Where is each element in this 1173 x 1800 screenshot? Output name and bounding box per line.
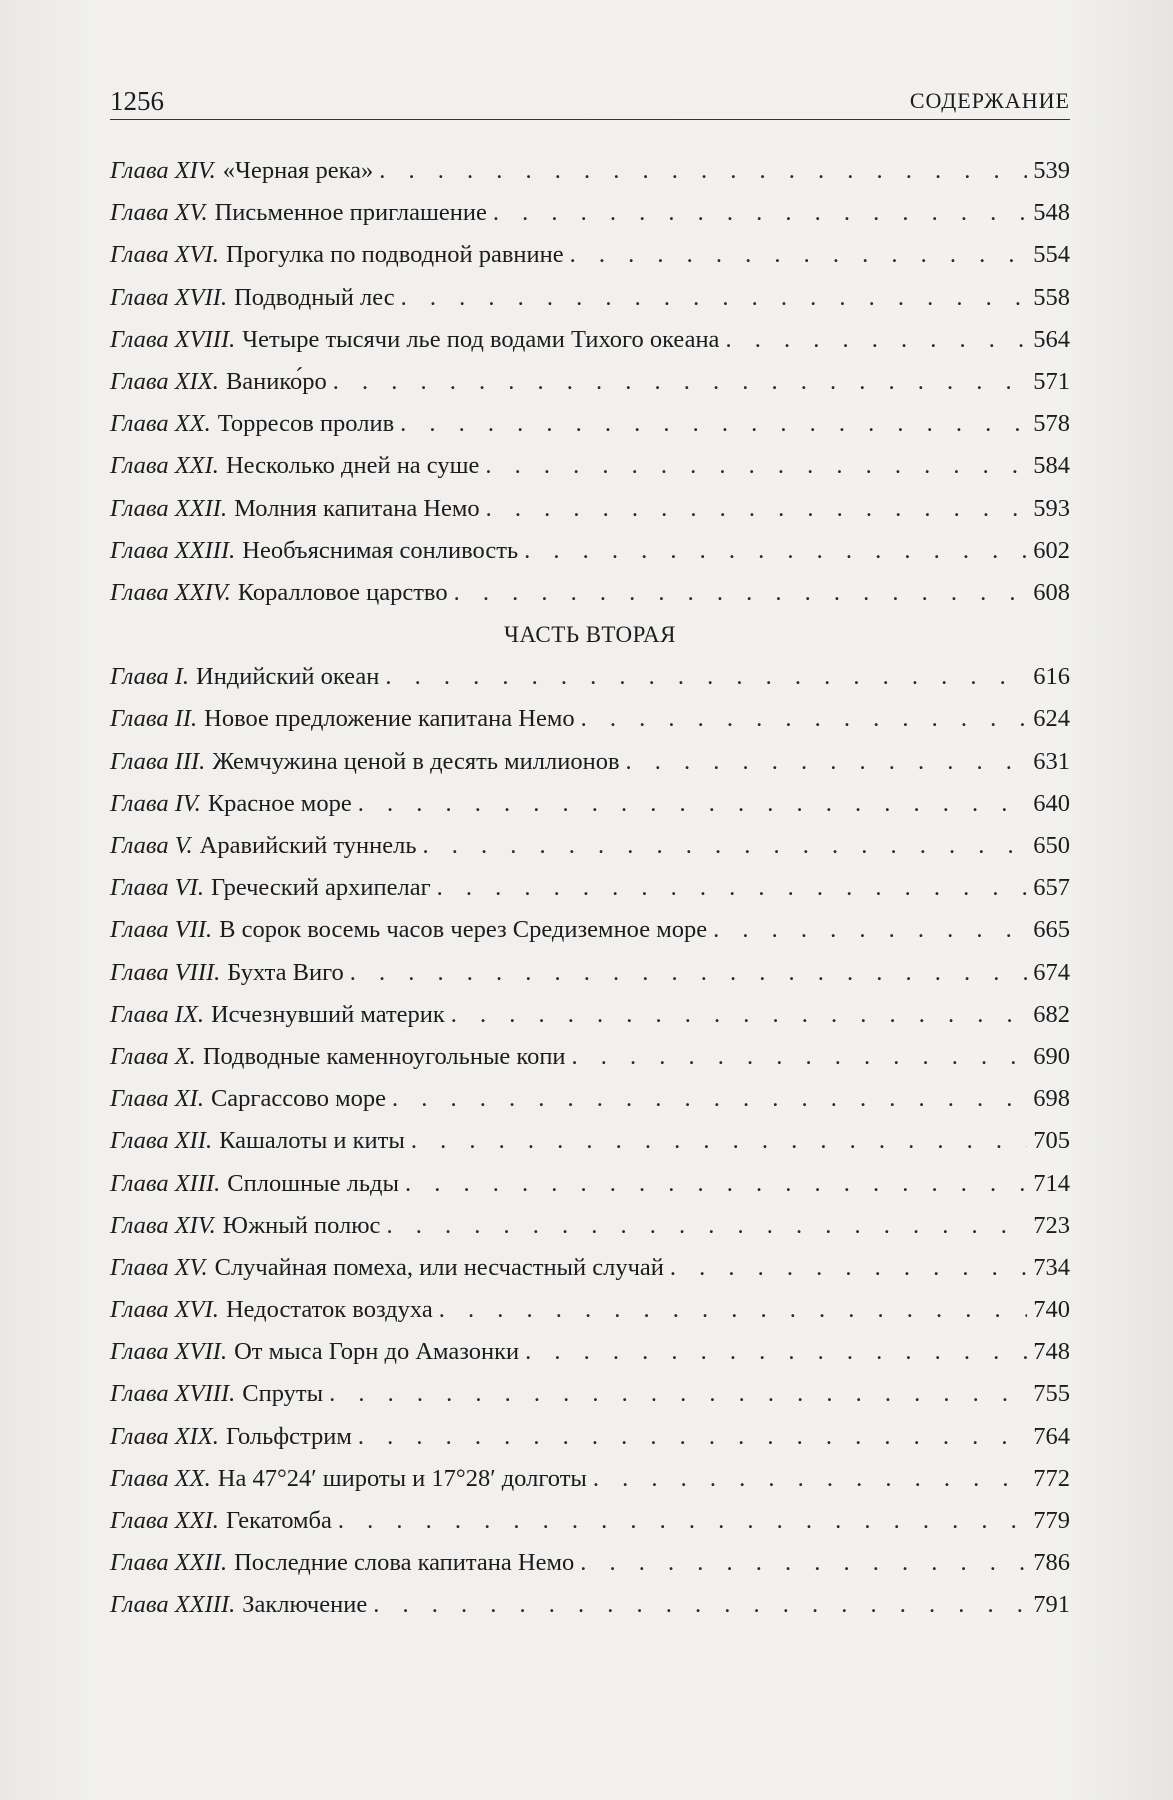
chapter-title: Индийский океан [196,663,380,691]
dot-leader [493,192,1027,234]
chapter-page-number: 558 [1033,283,1070,311]
dot-leader [379,150,1027,192]
toc-entry [110,445,1070,487]
chapter-label: Глава XXI. [110,1507,219,1534]
toc-entry [110,952,1070,994]
chapter-title: От мыса Горн до Амазонки [234,1338,520,1366]
chapter-page-number: 665 [1033,916,1070,944]
chapter-title: Заключение [242,1591,368,1619]
chapter-page-number: 602 [1033,536,1070,564]
chapter-page-number: 548 [1033,199,1070,227]
toc-entry [110,783,1070,825]
dot-leader [386,1205,1027,1247]
chapter-label: Глава VII. [110,916,213,944]
chapter-title: Подводные каменноугольные копи [202,1042,566,1070]
toc-entry [110,277,1070,319]
dot-leader [338,1500,1027,1542]
dot-leader [350,952,1027,994]
chapter-page-number: 674 [1033,958,1070,986]
chapter-label: Глава IV. [110,789,201,817]
toc-entry [110,403,1070,445]
toc-entry [110,319,1070,361]
dot-leader [385,656,1027,698]
chapter-page-number: 740 [1033,1296,1070,1324]
dot-leader [670,1247,1027,1289]
chapter-page-number: 571 [1033,367,1070,395]
toc-entry [110,1120,1070,1162]
chapter-title: Сплошные льды [227,1169,399,1197]
dot-leader [580,1542,1027,1584]
chapter-title: Аравийский туннель [199,832,417,859]
chapter-title: Случайная помеха, или несчастный случай [214,1253,664,1281]
dot-leader [524,530,1027,572]
toc-entry [110,1373,1070,1415]
chapter-page-number: 714 [1033,1169,1070,1197]
chapter-title: Гольфстрим [225,1422,352,1450]
chapter-title: На 47°24′ широты и 17°28′ долготы [217,1464,587,1492]
chapter-title: Несколько дней на суше [225,452,480,480]
dot-leader [411,1120,1027,1162]
toc-entry [110,1163,1070,1205]
dot-leader [485,445,1027,487]
chapter-title: Коралловое царство [237,578,448,606]
chapter-page-number: 584 [1033,452,1070,480]
chapter-title: В сорок восемь часов через Средиземное море [219,916,708,944]
part-two-heading: ЧАСТЬ ВТОРАЯ [504,622,676,648]
toc-entry [110,488,1070,530]
dot-leader [439,1289,1028,1331]
part-one-entries [110,150,1070,614]
dot-leader [451,994,1027,1036]
chapter-label: Глава XI. [110,1085,204,1113]
chapter-page-number: 690 [1033,1042,1070,1070]
chapter-page-number: 705 [1033,1127,1070,1155]
dot-leader [725,319,1027,361]
page-number: 1256 [110,86,164,116]
chapter-label: Глава XVI. [110,1296,219,1324]
chapter-label: Глава VI. [110,874,204,902]
page-header [110,76,1070,120]
chapter-page-number: 791 [1033,1591,1070,1619]
chapter-page-number: 772 [1033,1464,1070,1492]
toc-entry [110,698,1070,740]
chapter-title: Последние слова капитана Немо [234,1549,575,1577]
chapter-page-number: 723 [1033,1211,1070,1239]
chapter-page-number: 616 [1033,663,1070,691]
chapter-title: «Черная река» [222,157,374,184]
chapter-label: Глава I. [110,663,189,691]
dot-leader [358,783,1028,825]
chapter-label: Глава XX. [110,1464,211,1492]
toc-entry [110,867,1070,909]
chapter-title: Ванико́ро [225,367,327,395]
toc-entry [110,1289,1070,1331]
dot-leader [358,1416,1027,1458]
chapter-label: Глава XXII. [110,494,228,522]
chapter-title: Саргассово море [210,1085,387,1113]
chapter-title: Новое предложение капитана Немо [204,705,575,733]
chapter-label: Глава XXII. [110,1549,228,1577]
chapter-label: Глава IX. [110,1000,204,1028]
dot-leader [329,1373,1027,1415]
chapter-label: Глава XIII. [110,1169,221,1197]
chapter-title: Жемчужина ценой в десять миллионов [212,747,620,775]
dot-leader [401,277,1028,319]
chapter-label: Глава II. [110,705,198,733]
chapter-title: Торресов пролив [217,410,395,438]
chapter-page-number: 682 [1033,1000,1070,1028]
toc-entry [110,1584,1070,1626]
chapter-label: Глава V. [110,832,193,859]
chapter-label: Глава XVIII. [110,325,236,353]
toc-entry [110,572,1070,614]
toc-entry [110,192,1070,234]
chapter-page-number: 657 [1033,874,1070,902]
toc-entry [110,1542,1070,1584]
chapter-label: Глава XXIII. [110,1591,236,1619]
chapter-page-number: 698 [1033,1085,1070,1113]
chapter-label: Глава X. [110,1042,196,1070]
dot-leader [392,1078,1027,1120]
chapter-title: Молния капитана Немо [234,494,480,522]
chapter-label: Глава XIX. [110,367,219,395]
chapter-title: Подводный лес [234,283,395,311]
dot-leader [570,234,1028,276]
dot-leader [486,488,1028,530]
chapter-label: Глава XVI. [110,241,219,269]
toc-entry [110,1205,1070,1247]
dot-leader [437,867,1028,909]
chapter-label: Глава XXI. [110,452,219,480]
dot-leader [333,361,1027,403]
chapter-title: Гекатомба [225,1507,332,1534]
dot-leader [454,572,1028,614]
chapter-title: Кашалоты и киты [219,1127,405,1155]
chapter-title: Спруты [242,1380,324,1408]
chapter-label: Глава XXIII. [110,536,236,564]
chapter-title: Недостаток воздуха [225,1296,433,1324]
chapter-label: Глава VIII. [110,958,221,986]
toc-entry [110,150,1070,192]
dot-leader [423,825,1028,867]
dot-leader [525,1331,1027,1373]
chapter-title: Исчезнувший материк [210,1000,445,1028]
toc-entry [110,994,1070,1036]
chapter-title: Южный полюс [222,1211,381,1239]
toc-entry [110,1500,1070,1542]
chapter-page-number: 564 [1033,325,1070,353]
chapter-label: Глава XIX. [110,1422,219,1450]
chapter-page-number: 650 [1033,832,1070,859]
chapter-page-number: 608 [1033,578,1070,606]
chapter-title: Необъяснимая сонливость [242,536,519,564]
chapter-label: Глава XIV. [110,1211,216,1239]
chapter-page-number: 554 [1033,241,1070,269]
toc-entry [110,530,1070,572]
chapter-label: Глава XXIV. [110,578,231,606]
chapter-title: Греческий архипелаг [210,874,431,902]
chapter-page-number: 593 [1033,494,1070,522]
chapter-title: Прогулка по подводной равнине [225,241,564,269]
dot-leader [373,1584,1027,1626]
chapter-title: Красное море [207,789,352,817]
running-head: СОДЕРЖАНИЕ [909,88,1070,113]
toc-entry [110,1036,1070,1078]
toc-entry [110,1416,1070,1458]
chapter-label: Глава XII. [110,1127,213,1155]
toc-entry [110,909,1070,951]
toc-entry [110,1247,1070,1289]
dot-leader [405,1163,1027,1205]
toc-entry [110,741,1070,783]
chapter-page-number: 734 [1033,1253,1070,1281]
chapter-page-number: 631 [1033,747,1070,775]
chapter-page-number: 640 [1033,789,1070,817]
chapter-page-number: 779 [1033,1507,1070,1534]
chapter-page-number: 786 [1033,1549,1070,1577]
dot-leader [572,1036,1028,1078]
chapter-page-number: 624 [1033,705,1070,733]
chapter-label: Глава III. [110,747,206,775]
dot-leader [581,698,1028,740]
toc-entry [110,234,1070,276]
chapter-label: Глава XIV. [110,157,216,184]
chapter-label: Глава XV. [110,1253,208,1281]
chapter-label: Глава XVIII. [110,1380,236,1408]
table-of-contents [110,150,1070,1627]
toc-entry [110,1331,1070,1373]
dot-leader [400,403,1027,445]
chapter-title: Четыре тысячи лье под водами Тихого океана [242,325,720,353]
chapter-page-number: 764 [1033,1422,1070,1450]
dot-leader [593,1458,1027,1500]
chapter-label: Глава XVII. [110,1338,228,1366]
chapter-page-number: 748 [1033,1338,1070,1366]
dot-leader [626,741,1028,783]
chapter-page-number: 755 [1033,1380,1070,1408]
chapter-title: Бухта Виго [227,958,344,986]
chapter-label: Глава XX. [110,410,211,438]
toc-entry [110,361,1070,403]
chapter-title: Письменное приглашение [214,199,487,227]
toc-entry [110,1078,1070,1120]
chapter-label: Глава XVII. [110,283,228,311]
toc-entry [110,1458,1070,1500]
dot-leader [713,909,1027,951]
toc-entry [110,825,1070,867]
chapter-page-number: 539 [1033,157,1070,184]
chapter-page-number: 578 [1033,410,1070,438]
toc-entry [110,656,1070,698]
part-two-entries [110,656,1070,1626]
chapter-label: Глава XV. [110,199,208,227]
